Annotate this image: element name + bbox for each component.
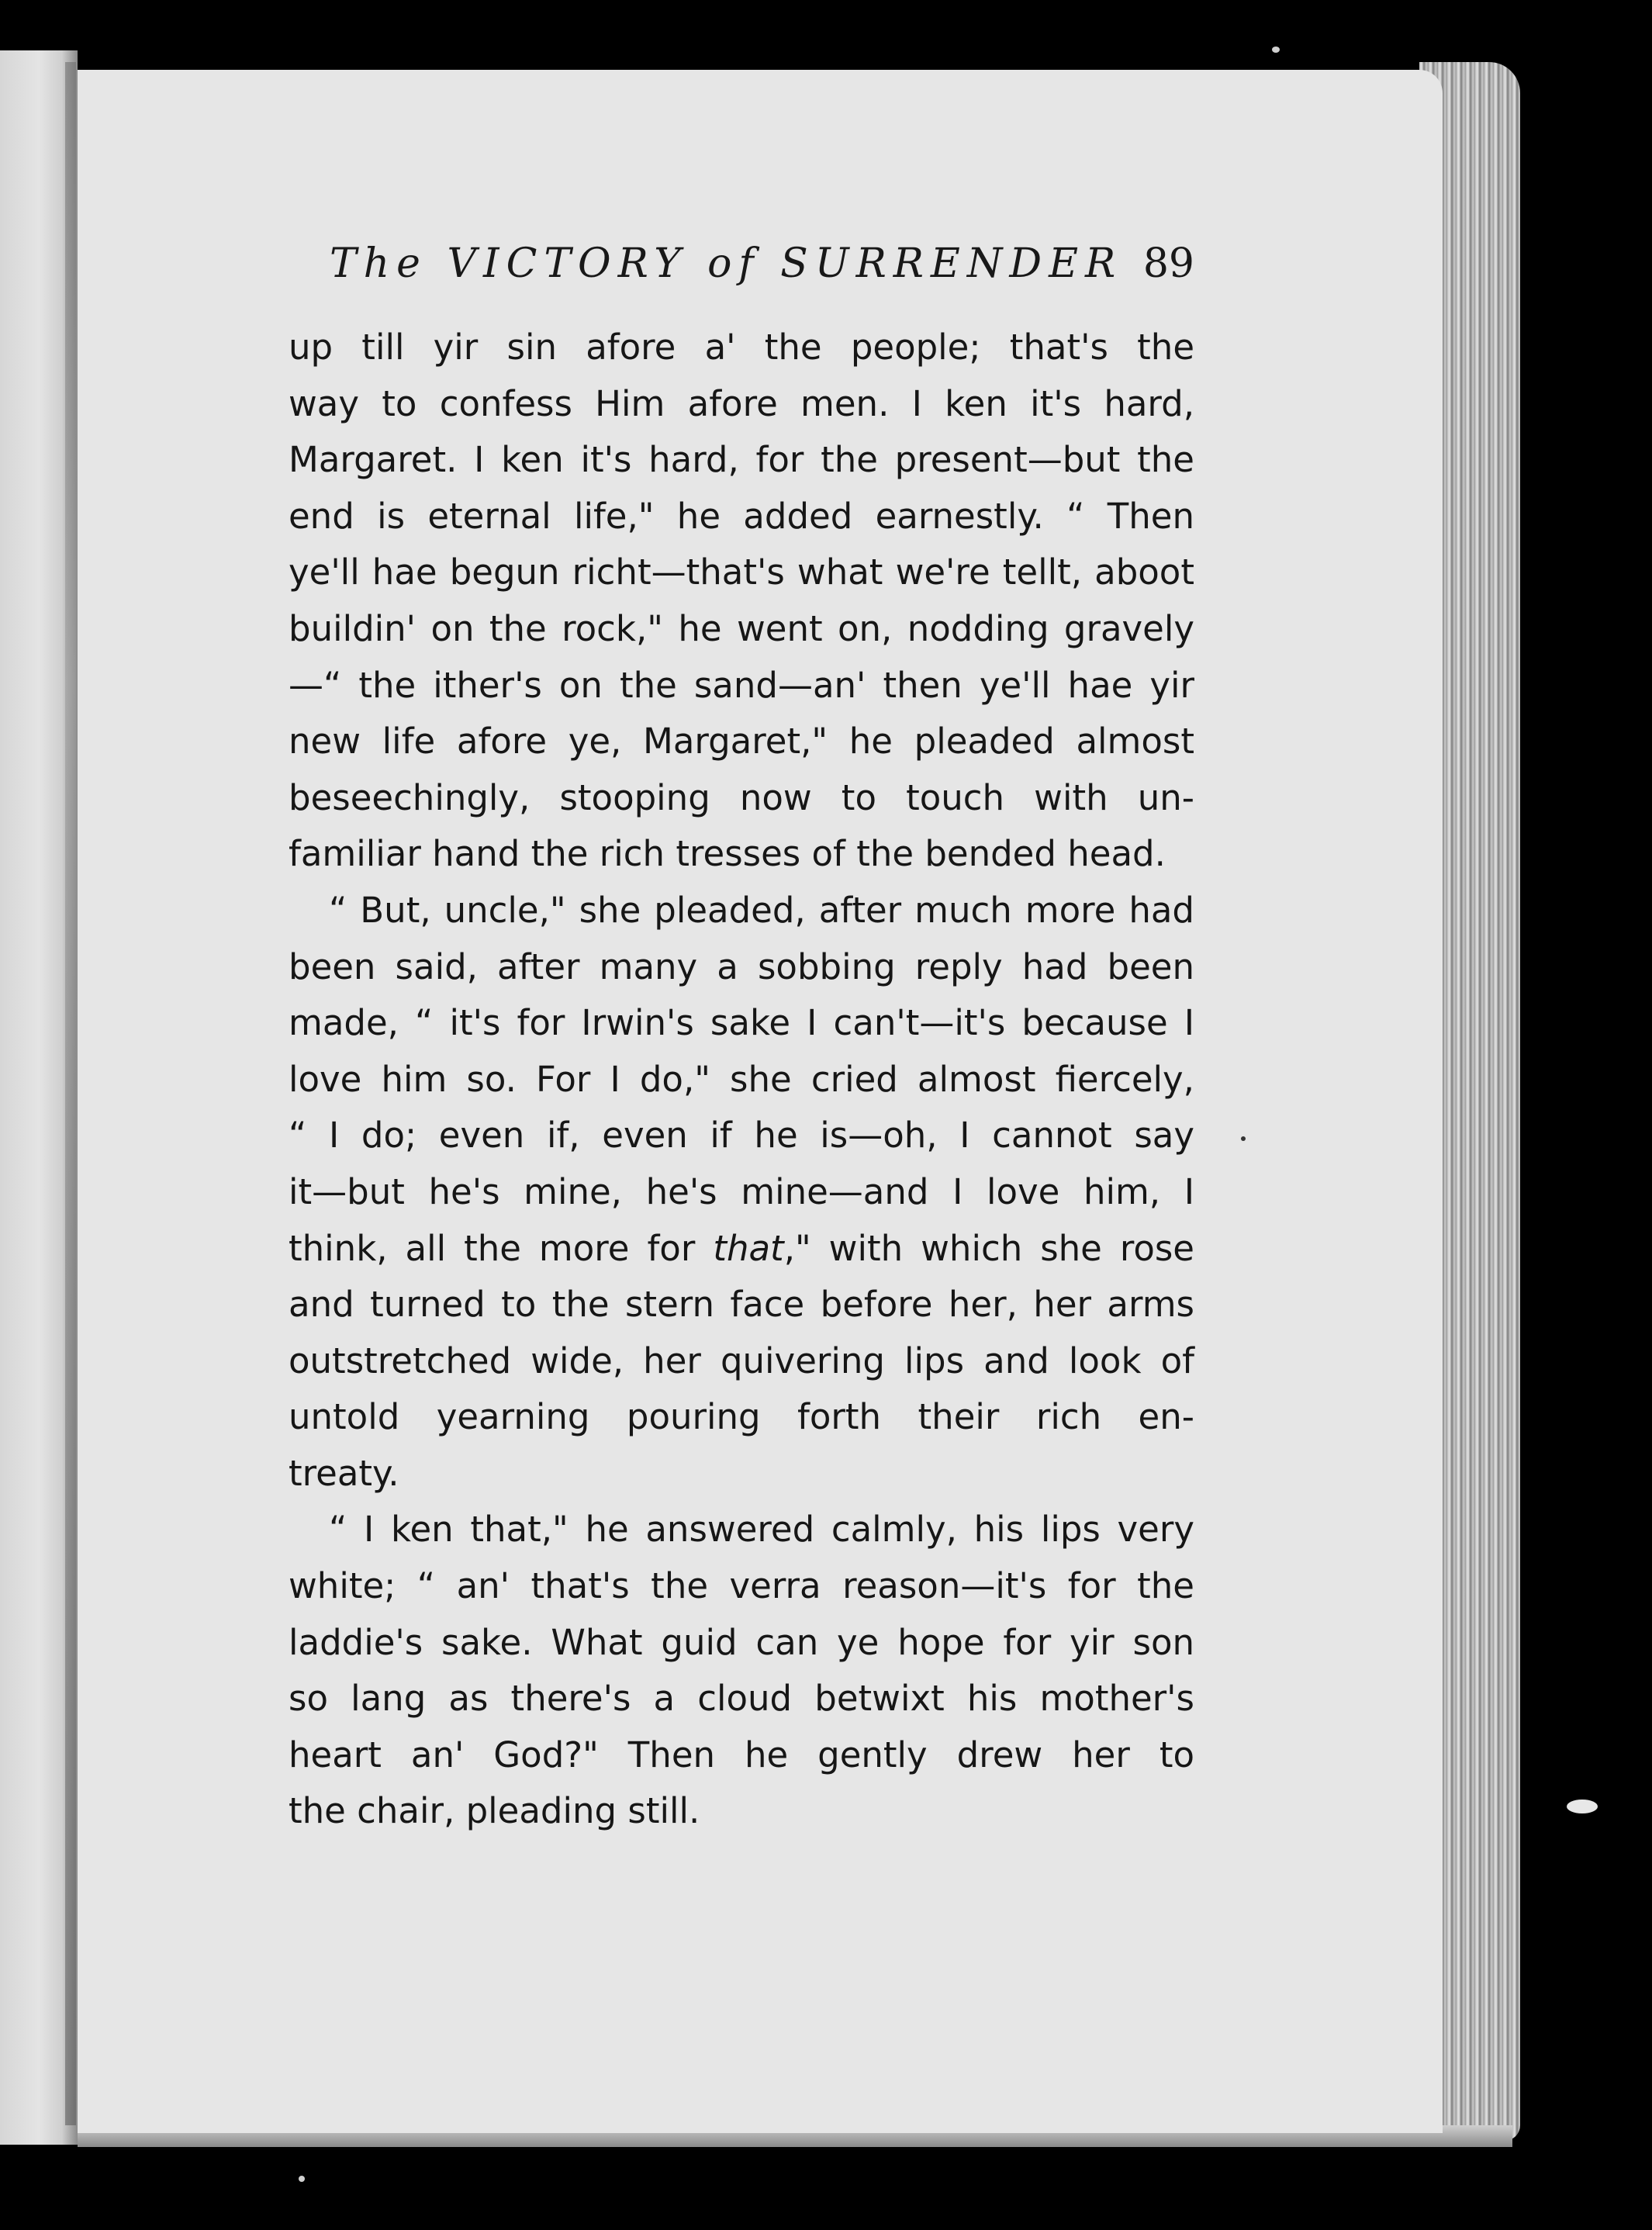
text-line: been said, after many a sobbing reply had been [289, 946, 1194, 987]
text-line: heart an' God?" Then he gently drew her to [289, 1734, 1194, 1775]
text-line: end is eternal life," he added earnestly. “ Then [289, 495, 1194, 537]
text-line: it—but he's mine, he's mine—and I love him, I [289, 1170, 1194, 1212]
text-line: ye'll hae begun richt—that's what we're tellt, aboot [289, 551, 1194, 593]
scan-speck [299, 2176, 305, 2182]
text-line: beseechingly, stooping now to touch with un- [289, 776, 1194, 818]
running-head-title: The VICTORY of SURRENDER [330, 240, 1123, 287]
text-line: untold yearning pouring forth their rich en- [289, 1396, 1194, 1438]
italic-word: that [713, 1227, 784, 1269]
page-number: 89 [1142, 240, 1194, 287]
text-line-with-italic [289, 1221, 1194, 1277]
text-line: laddie's sake. What guid can ye hope for yir son [289, 1621, 1194, 1663]
text-line: “ I ken that," he answered calmly, his lips very [329, 1509, 1194, 1551]
text-line: love him so. For I do," she cried almost fiercely, [289, 1058, 1194, 1100]
text-line: —“ the ither's on the sand—an' then ye'll hae yir [289, 664, 1194, 706]
text-line: buildin' on the rock," he went on, nodding gravely [289, 607, 1194, 649]
text-line: made, “ it's for Irwin's sake I can't—it's because I [289, 1002, 1194, 1044]
scan-speck [1567, 1800, 1598, 1813]
text-line: new life afore ye, Margaret," he pleaded almost [289, 721, 1194, 762]
text-line: way to confess Him afore men. I ken it's hard, [289, 382, 1194, 424]
text-line: treaty. [289, 1452, 399, 1494]
book-gutter [65, 62, 76, 2125]
text-line: familiar hand the rich tresses of the bended head. [289, 833, 1166, 875]
text-line: white; “ an' that's the verra reason—it's for the [289, 1565, 1194, 1607]
text-line: so lang as there's a cloud betwixt his mother's [289, 1678, 1194, 1720]
text-line: “ But, uncle," she pleaded, after much more had [329, 889, 1194, 931]
text-fragment: ," with which she rose [783, 1227, 1194, 1269]
body-text [289, 320, 1194, 1840]
text-fragment: think, all the more for [289, 1227, 714, 1269]
text-line: outstretched wide, her quivering lips and look of [289, 1340, 1194, 1381]
text-line: “ I do; even if, even if he is—oh, I cannot say [289, 1115, 1194, 1156]
text-line: up till yir sin afore a' the people; that's the [289, 327, 1194, 368]
text-line: and turned to the stern face before her, her arms [289, 1284, 1194, 1326]
text-line: the chair, pleading still. [289, 1790, 700, 1832]
scan-speck [1241, 1136, 1246, 1141]
scan-speck [1272, 47, 1280, 53]
running-head [330, 240, 1194, 303]
text-line: Margaret. I ken it's hard, for the present—but the [289, 439, 1194, 481]
